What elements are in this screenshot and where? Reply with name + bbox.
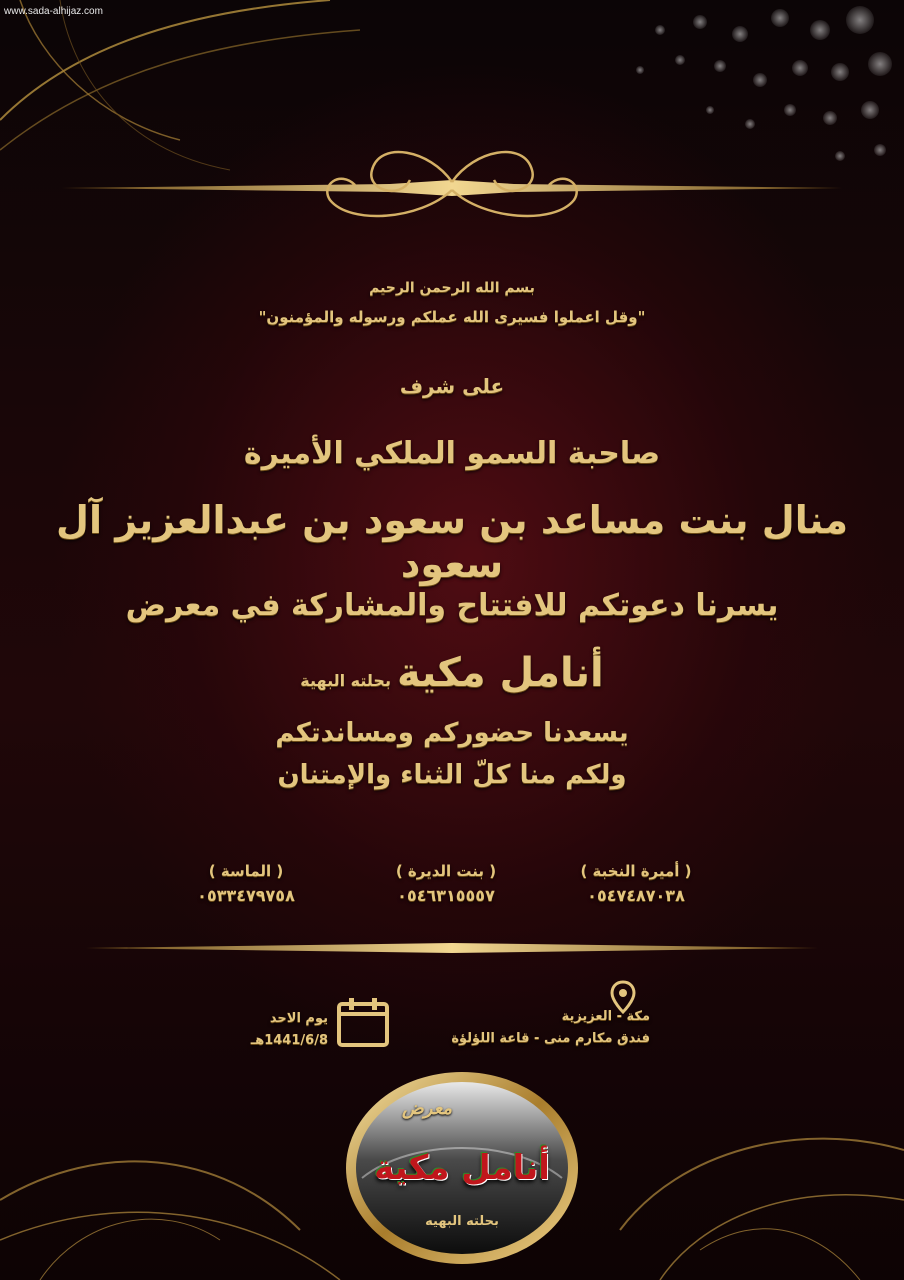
contact-name: ( بنت الديرة )	[395, 862, 497, 880]
logo-bottom-text: بحلته البهيه	[425, 1214, 499, 1229]
date-info	[220, 1008, 328, 1052]
watermark: www.sada-alhijaz.com	[4, 6, 103, 17]
contact-phone: ٠٥٤٧٤٨٧٠٣٨	[587, 886, 685, 905]
contact-1	[546, 862, 726, 905]
contact-3	[156, 862, 336, 905]
exhibition-name	[0, 650, 904, 696]
exhibition-subtitle: بحلته البهية	[300, 671, 391, 690]
calendar-icon	[336, 996, 390, 1048]
basmala: بسم الله الرحمن الرحيم	[369, 280, 535, 296]
contact-name: ( الماسة )	[208, 862, 284, 880]
contact-name: ( أميرة النخبة )	[580, 862, 692, 880]
contact-phone: ٠٥٤٦٣١٥٥٥٧	[397, 886, 495, 905]
logo-main-text: أنامل مكية	[374, 1148, 550, 1188]
exhibition-title: أنامل مكية	[396, 650, 604, 696]
location-city: مكة - العزيزية	[561, 1009, 650, 1024]
princess-title: صاحبة السمو الملكي الأميرة	[243, 436, 661, 471]
location-venue: فندق مكارم منى - قاعة اللؤلؤة	[451, 1031, 650, 1046]
date-value: 1441/6/8هـ	[250, 1033, 328, 1048]
invitation-text: يسرنا دعوتكم للافتتاح والمشاركة في معرض	[125, 588, 779, 623]
thanks-line-2: ولكم منا كلّ الثناء والإمتنان	[277, 760, 627, 790]
date-day: يوم الاحد	[269, 1011, 328, 1026]
location-info	[420, 1006, 650, 1050]
princess-name: منال بنت مساعد بن سعود بن عبدالعزيز آل سعود	[55, 498, 849, 586]
contact-phone: ٠٥٣٣٤٧٩٧٥٨	[197, 886, 295, 905]
honor-text: على شرف	[399, 374, 505, 398]
contact-2	[356, 862, 536, 905]
logo-top-text: معرض	[402, 1098, 453, 1119]
quran-verse: "وقل اعملوا فسيرى الله عملكم ورسوله والمؤمنون"	[258, 308, 646, 326]
thanks-line-1: يسعدنا حضوركم ومساندتكم	[275, 718, 629, 748]
